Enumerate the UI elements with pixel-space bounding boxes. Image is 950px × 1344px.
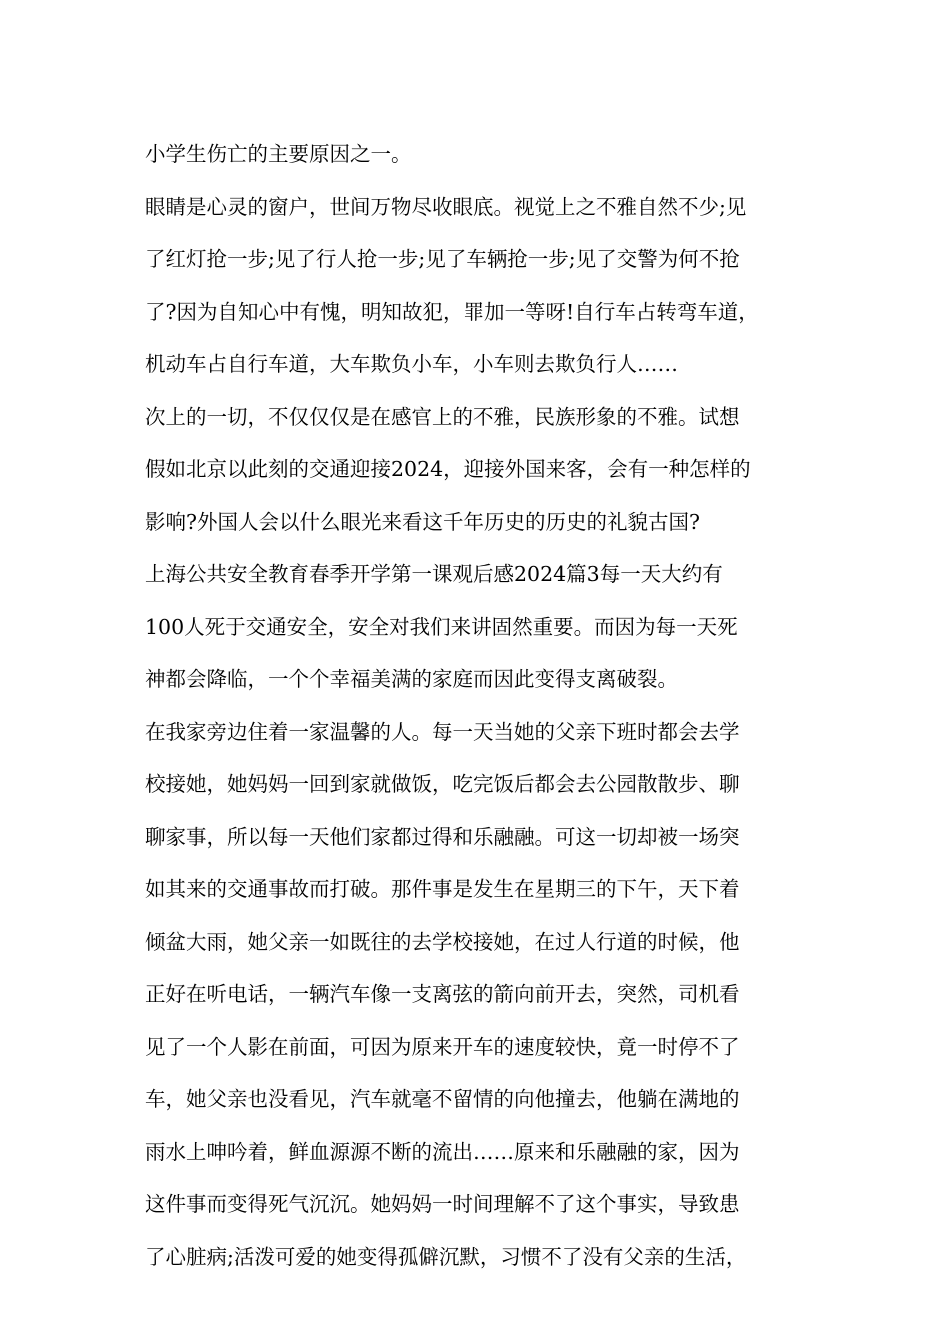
text-line-4: 了?因为自知心中有愧，明知故犯，罪加一等呀!自行车占转弯车道， xyxy=(145,299,759,324)
text-line-22: 了心脏病;活泼可爱的她变得孤僻沉默，习惯不了没有父亲的生活， xyxy=(145,1244,747,1269)
text-line-18: 见了一个人影在前面，可因为原来开车的速度较快，竟一时停不了 xyxy=(145,1034,740,1059)
text-line-21: 这件事而变得死气沉沉。她妈妈一时间理解不了这个事实，导致患 xyxy=(145,1192,740,1216)
text-line-16: 倾盆大雨，她父亲一如既往的去学校接她，在过人行道的时候，他 xyxy=(145,929,740,954)
text-line-19: 车，她父亲也没看见，汽车就毫不留情的向他撞去，他躺在满地的 xyxy=(145,1087,740,1111)
text-line-10: 100人死于交通安全，安全对我们来讲固然重要。而因为每一天死 xyxy=(145,614,738,639)
text-line-3: 了红灯抢一步;见了行人抢一步;见了车辆抢一步;见了交警为何不抢 xyxy=(145,247,740,271)
text-line-15: 如其来的交通事故而打破。那件事是发生在星期三的下午，天下着 xyxy=(145,877,740,901)
text-line-14: 聊家事，所以每一天他们家都过得和乐融融。可这一切却被一场突 xyxy=(145,824,740,849)
text-line-13: 校接她，她妈妈一回到家就做饭，吃完饭后都会去公园散散步、聊 xyxy=(145,772,740,796)
text-line-6: 次上的一切，不仅仅仅是在感官上的不雅，民族形象的不雅。试想 xyxy=(145,404,740,429)
text-line-7: 假如北京以此刻的交通迎接2024，迎接外国来客，会有一种怎样的 xyxy=(145,457,751,481)
text-line-8: 影响?外国人会以什么眼光来看这千年历史的历史的礼貌古国? xyxy=(145,509,700,534)
text-line-1: 小学生伤亡的主要原因之一。 xyxy=(145,142,412,166)
text-line-17: 正好在听电话，一辆汽车像一支离弦的箭向前开去，突然，司机看 xyxy=(145,982,740,1006)
text-line-11: 神都会降临，一个个幸福美满的家庭而因此变得支离破裂。 xyxy=(145,667,678,691)
body-text xyxy=(145,128,825,1283)
text-line-12: 在我家旁边住着一家温馨的人。每一天当她的父亲下班时都会去学 xyxy=(145,719,740,744)
text-line-9: 上海公共安全教育春季开学第一课观后感2024篇3每一天大约有 xyxy=(145,562,723,586)
text-line-2: 眼睛是心灵的窗户，世间万物尽收眼底。视觉上之不雅自然不少;见 xyxy=(145,194,747,219)
text-line-20: 雨水上呻吟着，鲜血源源不断的流出……原来和乐融融的家，因为 xyxy=(145,1139,740,1164)
text-line-5: 机动车占自行车道，大车欺负小车，小车则去欺负行人…… xyxy=(145,352,678,376)
